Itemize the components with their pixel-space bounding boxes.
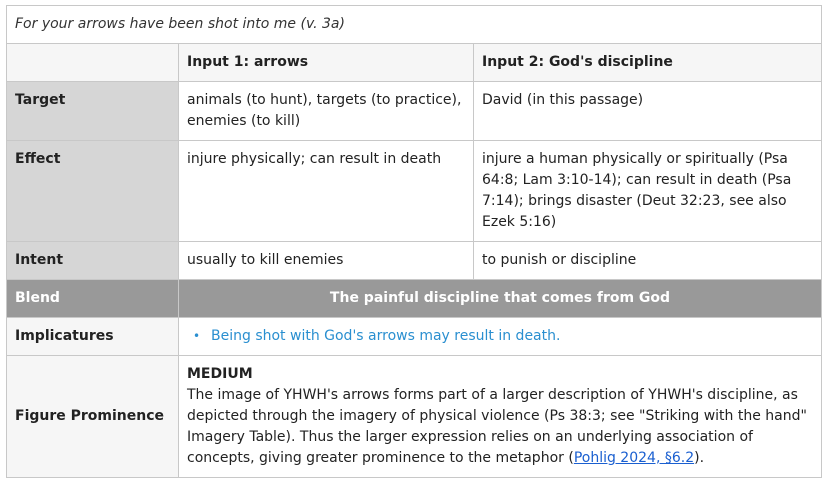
table-row-target [7, 82, 822, 141]
pohlig-reference-link[interactable]: Pohlig 2024, §6.2 [573, 450, 695, 466]
target-input1: animals (to hunt), targets (to practice), enemies (to kill) [179, 82, 474, 141]
header-empty-cell [7, 44, 179, 82]
header-input2: Input 2: God's discipline [474, 44, 822, 82]
table-row-implicatures [7, 318, 822, 356]
table-caption: For your arrows have been shot into me (v. 3a) [7, 6, 822, 44]
row-label-intent: Intent [7, 242, 179, 280]
table-row-prominence [7, 356, 822, 478]
intent-input1: usually to kill enemies [179, 242, 474, 280]
row-label-prominence: Figure Prominence [7, 356, 179, 478]
bullet-icon: • [193, 329, 201, 343]
table-row-intent [7, 242, 822, 280]
imagery-table-container [6, 5, 822, 478]
header-row [7, 44, 822, 82]
row-label-blend: Blend [7, 280, 179, 318]
implicature-text: Being shot with God's arrows may result in death. [211, 328, 561, 344]
effect-input2: injure a human physically or spiritually (Psa 64:8; Lam 3:10-14); can result in death (Psa 7:14); brings disaster (Deut 32:23, see also Ezek 5:16) [474, 141, 822, 242]
caption-row [7, 6, 822, 44]
prominence-end: ). [694, 450, 705, 466]
implicature-item [187, 326, 813, 347]
effect-input1: injure physically; can result in death [179, 141, 474, 242]
table-row-effect [7, 141, 822, 242]
row-label-implicatures: Implicatures [7, 318, 179, 356]
target-input2: David (in this passage) [474, 82, 822, 141]
intent-input2: to punish or discipline [474, 242, 822, 280]
implicatures-cell [179, 318, 822, 356]
prominence-cell [179, 356, 822, 478]
prominence-level: MEDIUM [187, 366, 253, 382]
row-label-target: Target [7, 82, 179, 141]
prominence-text [187, 385, 813, 469]
prominence-body: The image of YHWH's arrows forms part of a larger description of YHWH's discipline, as depicted through the imagery of physical violence (Ps 38:3; see "Striking with the hand" Imagery Table). Thus the larger expression relies on an underlying association of concepts, giving greater prominence to the metaphor ( [187, 387, 807, 466]
table-row-blend [7, 280, 822, 318]
blend-value: The painful discipline that comes from God [179, 280, 822, 318]
imagery-table [6, 5, 822, 478]
row-label-effect: Effect [7, 141, 179, 242]
header-input1: Input 1: arrows [179, 44, 474, 82]
